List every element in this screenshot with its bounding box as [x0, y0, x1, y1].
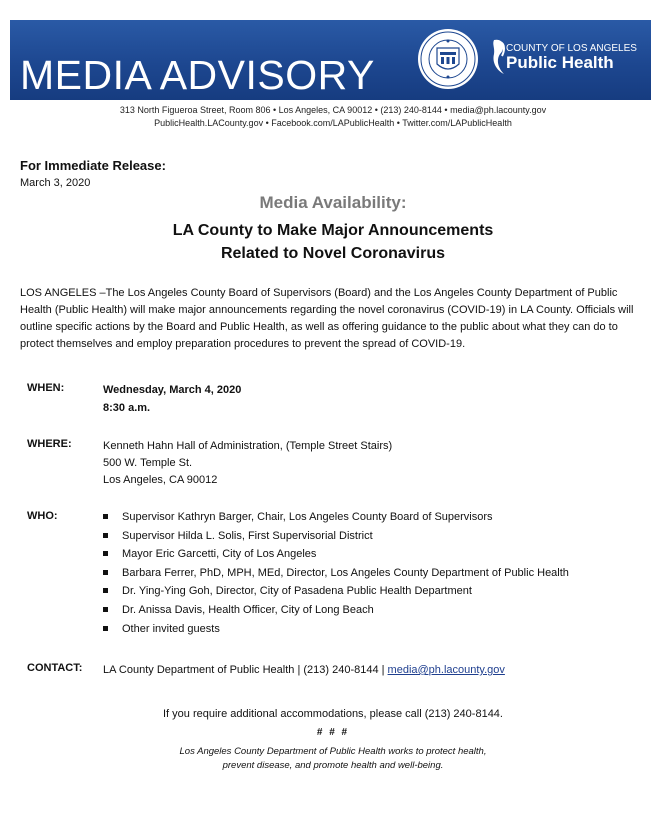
accommodations-note: If you require additional accommodations, please call (213) 240-8144. — [163, 708, 503, 720]
where-line-3: Los Angeles, CA 90012 — [103, 474, 218, 486]
list-item: Supervisor Kathryn Barger, Chair, Los Angeles County Board of Supervisors — [103, 508, 569, 527]
contact-label: CONTACT: — [27, 662, 83, 674]
when-label: WHEN: — [27, 382, 65, 394]
where-line-1: Kenneth Hahn Hall of Administration, (Temple Street Stairs) — [103, 440, 393, 452]
list-item: Mayor Eric Garcetti, City of Los Angeles — [103, 545, 569, 564]
where-label: WHERE: — [27, 438, 72, 450]
end-marker: # # # — [316, 727, 350, 738]
list-item: Supervisor Hilda L. Solis, First Supervisorial District — [103, 527, 569, 546]
who-list — [103, 508, 569, 638]
headline-line-2: Related to Novel Coronavirus — [220, 245, 446, 262]
release-label: For Immediate Release: — [20, 158, 166, 173]
contact-value — [103, 662, 505, 680]
list-item: Dr. Ying-Ying Goh, Director, City of Pasadena Public Health Department — [103, 582, 569, 601]
body-paragraph: LOS ANGELES –The Los Angeles County Board of Supervisors (Board) and the Los Angeles County Department of Public Health (Public Health) will make major announcements regarding the novel coronavirus (COVID-19) in LA County. Officials will outline specific actions by the Board and Public Health, as well as offering guidance to the public about what they can do to protect themselves and employ preparation procedures to prevent the spread of COVID-19. — [20, 287, 634, 350]
media-advisory-banner — [10, 20, 651, 100]
contact-text: LA County Department of Public Health | (213) 240-8144 | — [103, 664, 388, 676]
release-date: March 3, 2020 — [20, 177, 91, 189]
county-seal-icon — [417, 28, 479, 90]
who-label: WHO: — [27, 510, 58, 522]
footer-line-2: prevent disease, and promote health and well-being. — [222, 760, 444, 771]
contact-email-link[interactable]: media@ph.lacounty.gov — [387, 664, 505, 676]
dph-county-label: COUNTY OF LOS ANGELES — [506, 43, 637, 54]
when-date: Wednesday, March 4, 2020 — [103, 384, 242, 396]
footer-line-1: Los Angeles County Department of Public Health works to protect health, — [179, 746, 487, 757]
when-time: 8:30 a.m. — [103, 402, 151, 414]
banner-title: MEDIA ADVISORY — [20, 52, 375, 98]
footer-mission — [0, 745, 666, 773]
list-item: Barbara Ferrer, PhD, MPH, MEd, Director, Los Angeles County Department of Public Health — [103, 564, 569, 583]
list-item: Other invited guests — [103, 620, 569, 639]
list-item: Dr. Anissa Davis, Health Officer, City of Long Beach — [103, 601, 569, 620]
headline-line-1: LA County to Make Major Announcements — [172, 222, 494, 239]
where-line-2: 500 W. Temple St. — [103, 457, 193, 469]
dph-name: Public Health — [506, 53, 614, 72]
letterhead-line-1: 313 North Figueroa Street, Room 806 • Los Angeles, CA 90012 • (213) 240-8144 • media@ph.lacounty.gov — [119, 105, 547, 115]
letterhead-contact — [0, 104, 666, 130]
subheading: Media Availability: — [259, 193, 407, 212]
letterhead-line-2: PublicHealth.LACounty.gov • Facebook.com/LAPublicHealth • Twitter.com/LAPublicHealth — [154, 118, 512, 128]
headline — [0, 219, 666, 265]
